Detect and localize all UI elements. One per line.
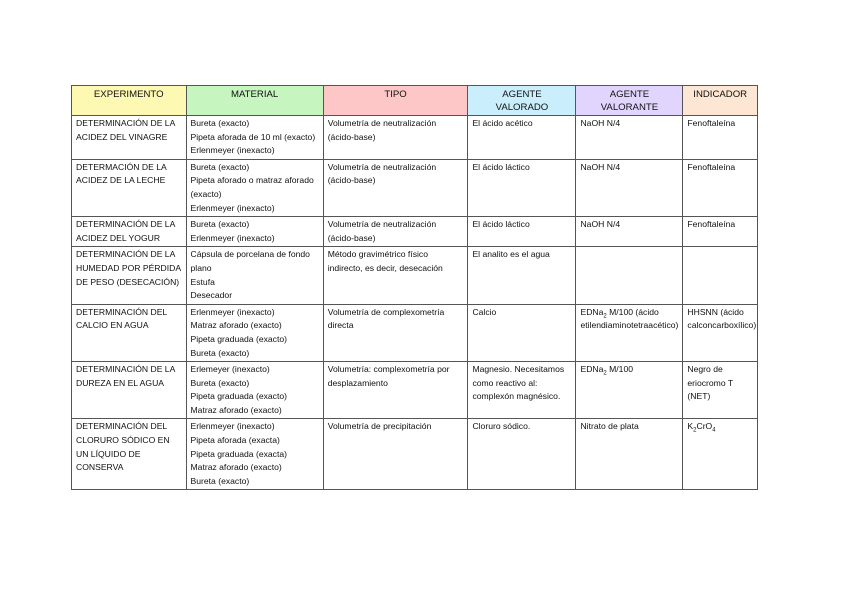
- table-row: [72, 304, 758, 361]
- header-agente-valorado: AGENTE VALORADO: [468, 86, 576, 116]
- cell-experimento: DETERMINACIÓN DEL CLORURO SÓDICO EN UN LÍQUIDO DE CONSERVA: [72, 419, 187, 490]
- header-agente-valorante: AGENTE VALORANTE: [576, 86, 683, 116]
- cell-tipo: Volumetría de complexometría directa: [323, 304, 468, 361]
- table-row: [72, 419, 758, 490]
- cell-indicador: Fenoftaleína: [683, 116, 758, 160]
- cell-valorado: El analito es el agua: [468, 247, 576, 304]
- cell-tipo: Volumetría de neutralización (ácido-base): [323, 116, 468, 160]
- cell-valorante: [576, 247, 683, 304]
- cell-valorante: EDNa$_2$ M/100: [576, 362, 683, 419]
- cell-material: Bureta (exacto) Pipeta aforada de 10 ml (exacto) Erlenmeyer (inexacto): [186, 116, 323, 160]
- cell-valorado: Calcio: [468, 304, 576, 361]
- header-indicador: INDICADOR: [683, 86, 758, 116]
- header-tipo: TIPO: [323, 86, 468, 116]
- cell-valorante: NaOH N/4: [576, 159, 683, 216]
- cell-valorado: Magnesio. Necesitamos como reactivo al: complexón magnésico.: [468, 362, 576, 419]
- header-row: [72, 86, 758, 116]
- table-row: [72, 362, 758, 419]
- cell-experimento: DETERMINACIÓN DE LA HUMEDAD POR PÉRDIDA DE PESO (DESECACIÓN): [72, 247, 187, 304]
- table-row: [72, 116, 758, 160]
- cell-tipo: Método gravimétrico físico indirecto, es decir, desecación: [323, 247, 468, 304]
- table-row: [72, 247, 758, 304]
- cell-valorado: Cloruro sódico.: [468, 419, 576, 490]
- cell-valorante: NaOH N/4: [576, 116, 683, 160]
- header-experimento: EXPERIMENTO: [72, 86, 187, 116]
- cell-tipo: Volumetría de precipitación: [323, 419, 468, 490]
- cell-experimento: DETERMINACIÓN DE LA DUREZA EN EL AGUA: [72, 362, 187, 419]
- cell-indicador: Fenoftaleína: [683, 217, 758, 247]
- cell-tipo: Volumetría de neutralización (ácido-base): [323, 159, 468, 216]
- cell-indicador: [683, 247, 758, 304]
- cell-valorante: Nitrato de plata: [576, 419, 683, 490]
- cell-tipo: Volumetría: complexometría por desplazamiento: [323, 362, 468, 419]
- cell-material: Bureta (exacto) Pipeta aforado o matraz aforado (exacto) Erlenmeyer (inexacto): [186, 159, 323, 216]
- cell-experimento: DETERMACIÓN DE LA ACIDEZ DE LA LECHE: [72, 159, 187, 216]
- cell-indicador: $K_2CrO_4$: [683, 419, 758, 490]
- cell-material: Erlemeyer (inexacto) Bureta (exacto) Pipeta graduada (exacto) Matraz aforado (exacto): [186, 362, 323, 419]
- cell-indicador: HHSNN (ácido calconcarboxílico): [683, 304, 758, 361]
- cell-indicador: Negro de eriocromo T (NET): [683, 362, 758, 419]
- cell-experimento: DETERMINACIÓN DE LA ACIDEZ DEL YOGUR: [72, 217, 187, 247]
- cell-material: Cápsula de porcelana de fondo plano Estufa Desecador: [186, 247, 323, 304]
- cell-tipo: Volumetría de neutralización (ácido-base): [323, 217, 468, 247]
- cell-material: Erlenmeyer (inexacto) Matraz aforado (exacto) Pipeta graduada (exacto) Bureta (exacto): [186, 304, 323, 361]
- cell-valorado: El ácido acético: [468, 116, 576, 160]
- cell-valorante: NaOH N/4: [576, 217, 683, 247]
- cell-valorante: EDNa$_2$ M/100 (ácido etilendiaminotetraacético): [576, 304, 683, 361]
- table-row: [72, 159, 758, 216]
- table-row: [72, 217, 758, 247]
- cell-indicador: Fenoftaleína: [683, 159, 758, 216]
- cell-valorado: El ácido láctico: [468, 159, 576, 216]
- cell-valorado: El ácido láctico: [468, 217, 576, 247]
- cell-material: Bureta (exacto) Erlenmeyer (inexacto): [186, 217, 323, 247]
- header-material: MATERIAL: [186, 86, 323, 116]
- cell-experimento: DETERMINACIÓN DE LA ACIDEZ DEL VINAGRE: [72, 116, 187, 160]
- cell-material: Erlenmeyer (inexacto) Pipeta aforada (exacta) Pipeta graduada (exacta) Matraz aforado (exacto) Bureta (exacto): [186, 419, 323, 490]
- chemistry-table: [71, 85, 758, 490]
- cell-experimento: DETERMINACIÓN DEL CALCIO EN AGUA: [72, 304, 187, 361]
